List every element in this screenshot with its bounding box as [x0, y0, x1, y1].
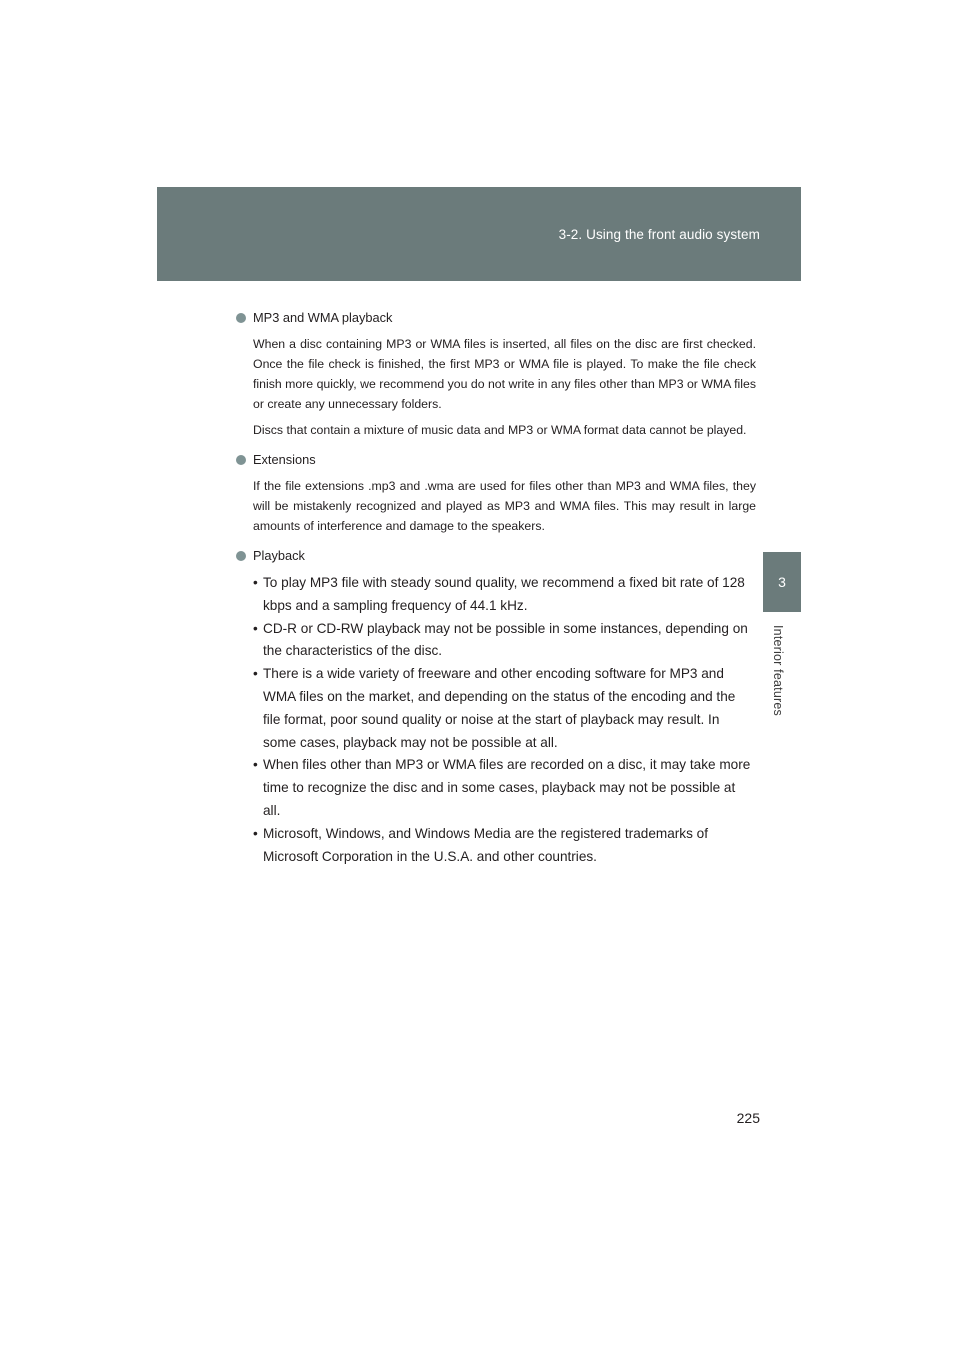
chapter-label: Interior features [771, 625, 785, 716]
list-item: • To play MP3 file with steady sound quality, we recommend a fixed bit rate of 128 kbps and a sampling frequency of 44.1 kHz. [253, 572, 756, 618]
section-playback [236, 546, 756, 868]
heading-text: Playback [253, 548, 305, 563]
bullet-dot-icon [236, 455, 246, 465]
chapter-number: 3 [778, 574, 786, 590]
section-heading [236, 546, 756, 566]
bullet-dot-icon [236, 551, 246, 561]
paragraph: When a disc containing MP3 or WMA files is inserted, all files on the disc are first checked. Once the file check is finished, the first MP3 or WMA file is played. To make the file check finish more quickly, we recommend you do not write in any files other than MP3 or WMA files or create any unnecessary folders. [253, 337, 756, 411]
list-item: • CD-R or CD-RW playback may not be possible in some instances, depending on the characteristics of the disc. [253, 618, 756, 664]
page-number: 225 [736, 1110, 760, 1126]
paragraph: Discs that contain a mixture of music data and MP3 or WMA format data cannot be played. [253, 423, 747, 437]
heading-text: Extensions [253, 452, 316, 467]
list-item: • When files other than MP3 or WMA files are recorded on a disc, it may take more time to recognize the disc and in some cases, playback may not be possible at all. [253, 754, 756, 822]
section-heading [236, 450, 756, 470]
section-mp3-wma-playback [236, 308, 756, 440]
paragraph: If the file extensions .mp3 and .wma are used for files other than MP3 and WMA files, they will be mistakenly recognized and played as MP3 and WMA files. This may result in large amounts of interference and damage to the speakers. [253, 479, 756, 533]
list-item: • There is a wide variety of freeware and other encoding software for MP3 and WMA files on the market, and depending on the status of the encoding and the file format, poor sound quality or noise at the start of playback may result. In some cases, playback may not be possible at all. [253, 663, 756, 754]
heading-text: MP3 and WMA playback [253, 310, 393, 325]
section-title: 3-2. Using the front audio system [558, 227, 760, 242]
list-item: • Microsoft, Windows, and Windows Media are the registered trademarks of Microsoft Corporation in the U.S.A. and other countries. [253, 823, 756, 869]
bullet-dot-icon [236, 313, 246, 323]
section-heading [236, 308, 756, 328]
header-band [157, 187, 801, 281]
section-extensions [236, 450, 756, 536]
playback-list [236, 572, 756, 868]
page-content [236, 308, 756, 878]
chapter-tab [763, 552, 801, 612]
